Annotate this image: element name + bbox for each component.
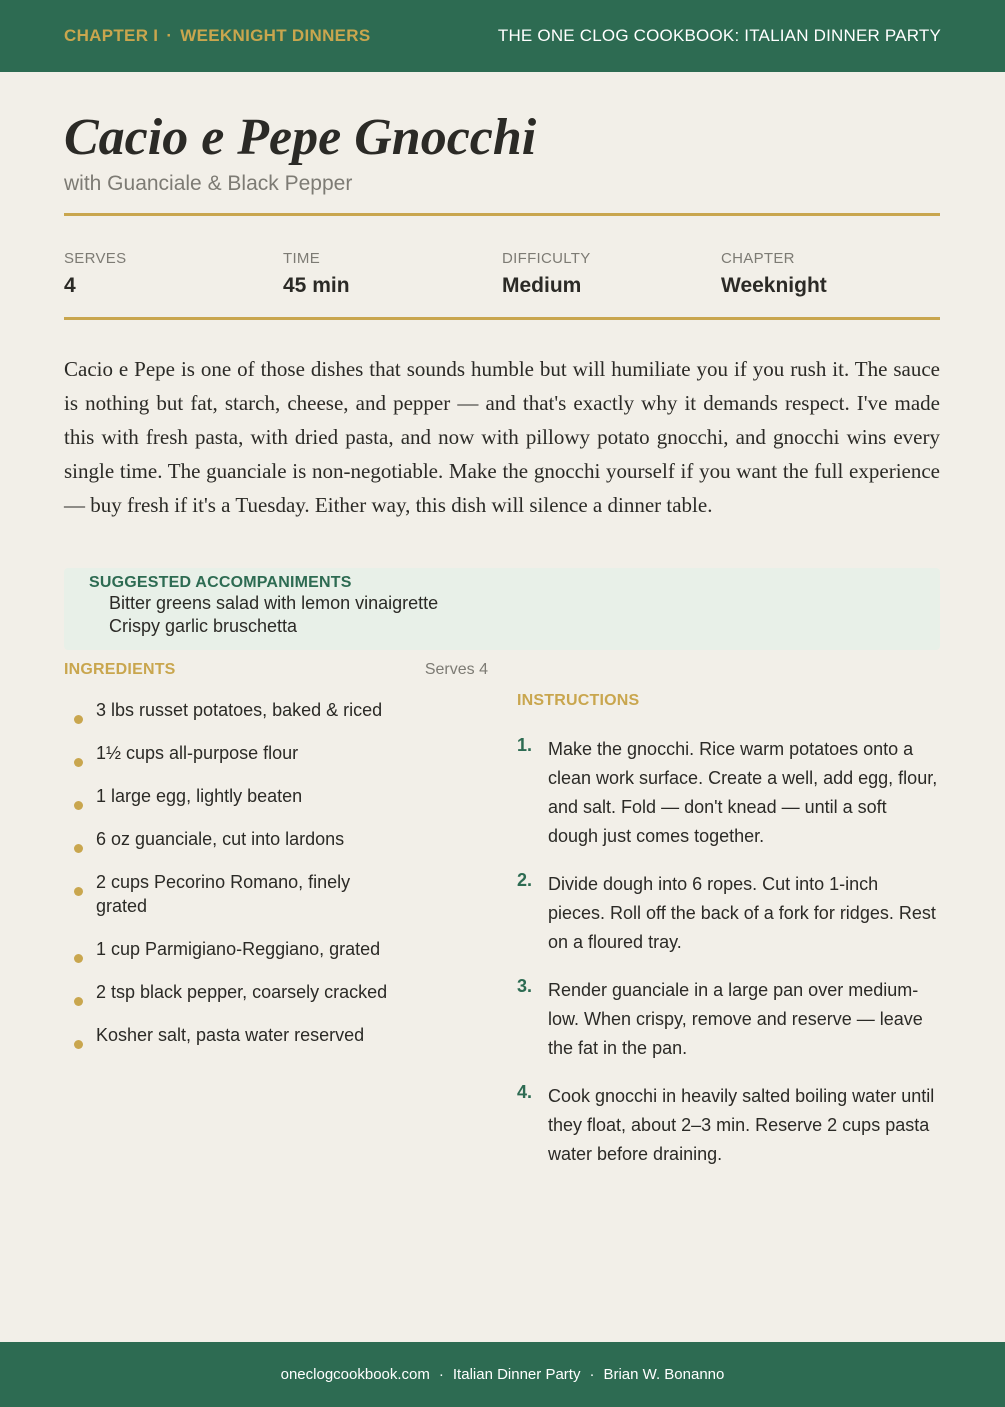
book-title: THE ONE CLOG COOKBOOK: ITALIAN DINNER PARTY <box>497 26 941 45</box>
chapter-label <box>64 26 371 46</box>
ingredient-item <box>64 870 354 918</box>
meta-label: DIFFICULTY <box>502 250 591 267</box>
bullet-dot-icon <box>74 954 83 963</box>
step-number: 3. <box>517 976 533 996</box>
meta-difficulty <box>502 250 591 298</box>
recipe-title: Cacio e Pepe Gnocchi <box>64 109 537 166</box>
footer <box>0 1342 1005 1407</box>
ingredient-item <box>64 827 488 851</box>
instructions-heading: INSTRUCTIONS <box>517 692 640 709</box>
ingredients-heading: INGREDIENTS <box>64 661 176 678</box>
meta-chapter <box>721 250 827 298</box>
step-text: Make the gnocchi. Rice warm potatoes onto a clean work surface. Create a well, add egg, flour, and salt. Fold — don't knead — until a soft dough just comes together. <box>548 739 938 846</box>
ingredients-serves: Serves 4 <box>424 661 488 678</box>
ingredient-item <box>64 937 488 961</box>
meta-value: Weeknight <box>721 274 827 297</box>
divider-top <box>64 213 940 216</box>
footer-author: Brian W. Bonanno <box>603 1366 725 1383</box>
instruction-step <box>517 870 940 957</box>
step-number: 1. <box>517 735 533 755</box>
section-name: WEEKNIGHT DINNERS <box>180 26 371 45</box>
instructions-list <box>517 735 940 1188</box>
meta-label: SERVES <box>64 250 127 267</box>
bullet-dot-icon <box>74 715 83 724</box>
bullet-dot-icon <box>74 887 83 896</box>
ingredients-list <box>64 698 488 1066</box>
ingredient-item <box>64 698 488 722</box>
footer-website[interactable]: oneclogcookbook.com <box>280 1366 430 1383</box>
accompaniments-box <box>64 568 940 650</box>
ingredient-text: 1 cup Parmigiano-Reggiano, grated <box>96 939 381 959</box>
recipe-intro: Cacio e Pepe is one of those dishes that sounds humble but will humiliate you if you rush it. The sauce is nothing but fat, starch, cheese, and pepper — and that's exactly why it demands respect. I've made this with fresh pasta, with dried pasta, and now with pillowy potato gnocchi, and gnocchi wins every single time. The guanciale is non-negotiable. Make the gnocchi yourself if you want the full experience — buy fresh if it's a Tuesday. Either way, this dish will silence a dinner table. <box>64 357 940 517</box>
bullet-dot-icon <box>74 997 83 1006</box>
instruction-step <box>517 735 940 851</box>
step-number: 4. <box>517 1082 533 1102</box>
instruction-step <box>517 1082 940 1169</box>
meta-label: CHAPTER <box>721 250 795 267</box>
footer-separator: · <box>438 1366 444 1383</box>
meta-value: Medium <box>502 274 582 297</box>
footer-book: Italian Dinner Party <box>452 1366 581 1383</box>
bullet-dot-icon <box>74 1040 83 1049</box>
ingredient-text: 1 large egg, lightly beaten <box>96 786 303 806</box>
top-bar <box>0 0 1005 72</box>
ingredient-text: 3 lbs russet potatoes, baked & riced <box>96 700 383 720</box>
chapter-number: CHAPTER I <box>64 26 159 45</box>
ingredient-text: 2 cups Pecorino Romano, finely grated <box>96 872 351 916</box>
ingredient-item <box>64 980 488 1004</box>
accompaniment-item: Crispy garlic bruschetta <box>109 616 298 636</box>
divider-bottom <box>64 317 940 320</box>
ingredients-header <box>64 661 488 679</box>
chapter-separator: · <box>166 26 173 45</box>
meta-time <box>283 250 350 298</box>
accompaniments-heading: SUGGESTED ACCOMPANIMENTS <box>89 574 352 591</box>
ingredient-item <box>64 1023 488 1047</box>
bullet-dot-icon <box>74 844 83 853</box>
instruction-step <box>517 976 940 1063</box>
ingredient-text: 2 tsp black pepper, coarsely cracked <box>96 982 388 1002</box>
step-text: Render guanciale in a large pan over medium-low. When crispy, remove and reserve — leave the fat in the pan. <box>548 980 923 1058</box>
meta-value: 4 <box>64 274 76 297</box>
bullet-dot-icon <box>74 758 83 767</box>
meta-label: TIME <box>283 250 321 267</box>
meta-value: 45 min <box>283 274 350 297</box>
ingredient-text: 6 oz guanciale, cut into lardons <box>96 829 345 849</box>
step-number: 2. <box>517 870 533 890</box>
meta-serves <box>64 250 126 298</box>
recipe-subtitle: with Guanciale & Black Pepper <box>64 172 353 195</box>
ingredient-text: Kosher salt, pasta water reserved <box>96 1025 365 1045</box>
ingredient-text: 1½ cups all-purpose flour <box>96 743 299 763</box>
ingredient-item <box>64 784 488 808</box>
bullet-dot-icon <box>74 801 83 810</box>
step-text: Cook gnocchi in heavily salted boiling water until they float, about 2–3 min. Reserve 2 cups pasta water before draining. <box>548 1086 935 1164</box>
step-text: Divide dough into 6 ropes. Cut into 1-inch pieces. Roll off the back of a fork for ridges. Rest on a floured tray. <box>548 874 936 952</box>
ingredient-item <box>64 741 488 765</box>
accompaniment-item: Bitter greens salad with lemon vinaigrette <box>109 593 439 613</box>
footer-separator: · <box>589 1366 595 1383</box>
